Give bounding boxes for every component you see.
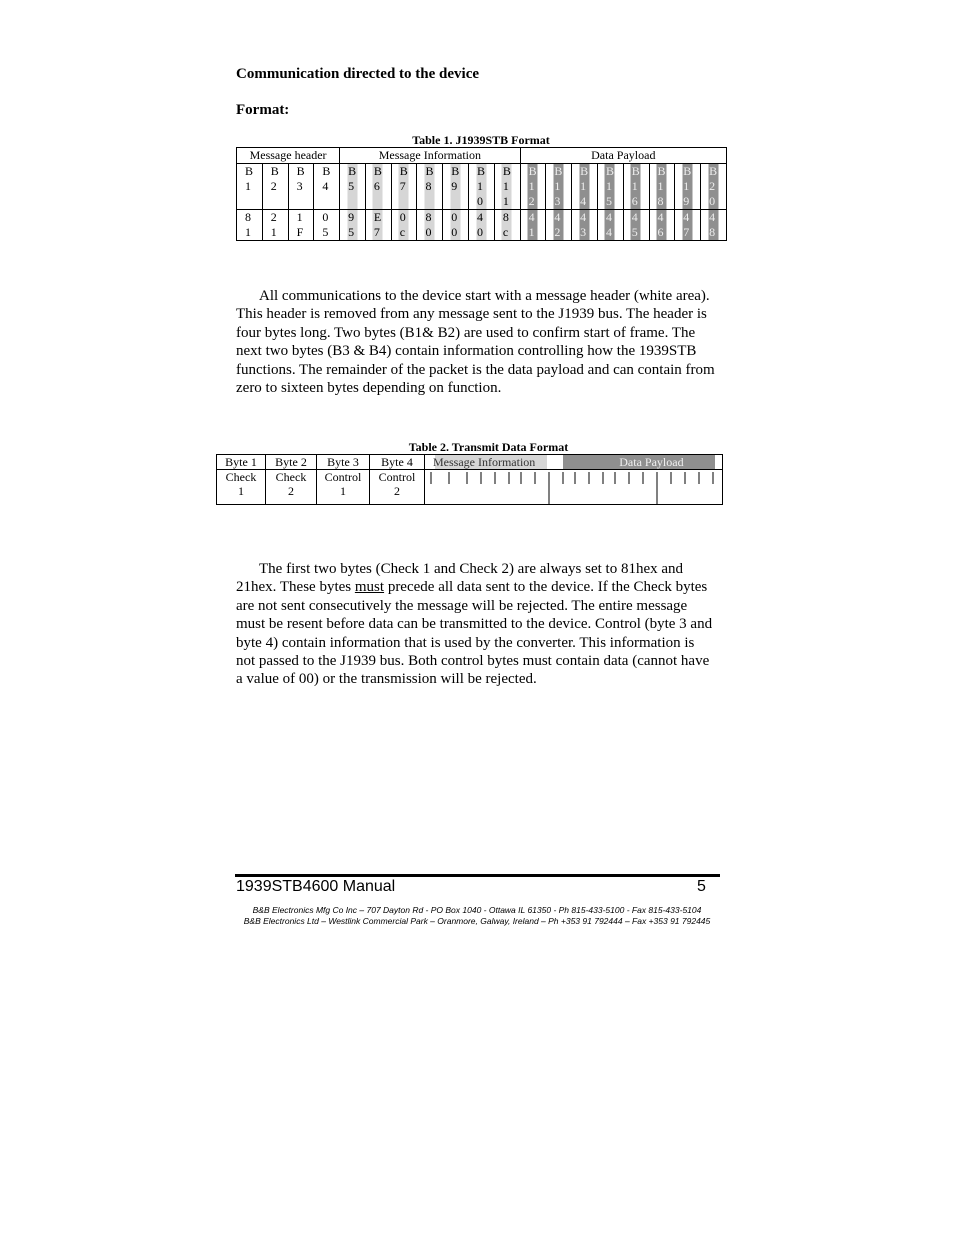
byte-2-name: Check 2 (266, 470, 317, 505)
payload-byte-value-5: 4 5 (623, 210, 649, 241)
payload-byte-label-8: B 2 0 (701, 164, 727, 210)
group-data-payload: Data Payload (520, 148, 726, 164)
payload-byte-value-1: 4 1 (520, 210, 546, 241)
payload-byte-label-3: B 1 4 (572, 164, 598, 210)
info-byte-value-1: 9 5 (340, 210, 366, 241)
byte-4-name: Control 2 (370, 470, 425, 505)
header-byte-value-4: 0 5 (314, 210, 340, 241)
info-byte-label-7: B 1 1 (494, 164, 520, 210)
manual-title: 1939STB4600 Manual (236, 878, 396, 895)
paragraph-2-text: The first two bytes (Check 1 and Check 2) are always set to 81hex and 21hex. These bytes must precede all data sent to the device. If the Check bytes are not sent consecutively the message will be rejected. The entire message must be resent before data can be transmitted to the device. Control (byte 3 and byte 4) contain information that is used by the converter. This information is not passed to the J1939 bus. Both control bytes must contain data (cannot have a value of 00) or the transmission will be rejected. (236, 561, 713, 688)
info-byte-value-3: 0 c (391, 210, 417, 241)
paragraph-1-text: All communications to the device start with a message header (white area). This header is removed from any message sent to the J1939 bus. The header is four bytes long. Two bytes (B1& B2) are used to confirm start of frame. The next two bytes (B3 & B4) contain information controlling how the 1939STB functions. The remainder of the packet is the data payload and can contain from zero to sixteen bytes depending on function. (236, 288, 715, 397)
payload-byte-label-5: B 1 6 (623, 164, 649, 210)
payload-byte-value-7: 4 7 (675, 210, 701, 241)
byte-slot-ticks (425, 470, 719, 504)
byte-4-header: Byte 4 (370, 455, 425, 470)
payload-byte-value-4: 4 4 (597, 210, 623, 241)
info-byte-value-7: 8 c (494, 210, 520, 241)
page-number: 5 (697, 878, 706, 895)
info-byte-value-5: 0 0 (443, 210, 469, 241)
byte-1-header: Byte 1 (217, 455, 266, 470)
header-byte-label-4: B 4 (314, 164, 340, 210)
payload-byte-value-3: 4 3 (572, 210, 598, 241)
info-byte-label-6: B 1 0 (469, 164, 495, 210)
info-byte-label-2: B 6 (365, 164, 391, 210)
byte-label-row (237, 164, 727, 210)
header-byte-label-2: B 2 (262, 164, 288, 210)
header-byte-value-3: 1 F (288, 210, 314, 241)
info-byte-label-3: B 7 (391, 164, 417, 210)
table1-caption: Table 1. J1939STB Format (412, 133, 550, 147)
section-heading: Communication directed to the device (236, 66, 480, 82)
payload-byte-label-2: B 1 3 (546, 164, 572, 210)
info-byte-label-4: B 8 (417, 164, 443, 210)
payload-byte-label-6: B 1 8 (649, 164, 675, 210)
payload-byte-value-2: 4 2 (546, 210, 572, 241)
info-byte-label-1: B 5 (340, 164, 366, 210)
payload-byte-value-6: 4 6 (649, 210, 675, 241)
payload-byte-label-1: B 1 2 (520, 164, 546, 210)
info-byte-value-2: E 7 (365, 210, 391, 241)
j1939stb-format-table (236, 147, 727, 241)
header-byte-label-3: B 3 (288, 164, 314, 210)
address-ireland: B&B Electronics Ltd – Westlink Commercial Park – Oranmore, Galway, Ireland – Ph +353 91 792444 – Fax +353 91 792445 (243, 916, 711, 926)
byte-2-header: Byte 2 (266, 455, 317, 470)
footer-rule (235, 874, 720, 877)
paragraph-check-bytes (236, 560, 716, 689)
paragraph-header-description (236, 287, 716, 397)
header-byte-label-1: B 1 (237, 164, 263, 210)
byte-value-row (237, 210, 727, 241)
payload-byte-label-7: B 1 9 (675, 164, 701, 210)
message-information-label: Message Information (425, 455, 608, 470)
byte-3-name: Control 1 (317, 470, 370, 505)
data-payload-label: Data Payload (607, 455, 722, 470)
group-message-information: Message Information (340, 148, 520, 164)
emphasis-must: must (354, 579, 385, 596)
byte-1-name: Check 1 (217, 470, 266, 505)
payload-byte-value-8: 4 8 (701, 210, 727, 241)
format-label: Format: (236, 102, 290, 118)
transmit-data-format-table (216, 454, 723, 505)
byte-3-header: Byte 3 (317, 455, 370, 470)
info-byte-label-5: B 9 (443, 164, 469, 210)
header-byte-value-1: 8 1 (237, 210, 263, 241)
empty-byte-slots (425, 470, 723, 505)
info-byte-value-6: 4 0 (469, 210, 495, 241)
header-byte-value-2: 2 1 (262, 210, 288, 241)
address-us: B&B Electronics Mfg Co Inc – 707 Dayton Rd - PO Box 1040 - Ottawa IL 61350 - Ph 815-433-5100 - Fax 815-433-5104 (252, 905, 702, 915)
table2-caption: Table 2. Transmit Data Format (408, 440, 569, 454)
group-message-header: Message header (237, 148, 340, 164)
info-byte-value-4: 8 0 (417, 210, 443, 241)
payload-byte-label-4: B 1 5 (597, 164, 623, 210)
